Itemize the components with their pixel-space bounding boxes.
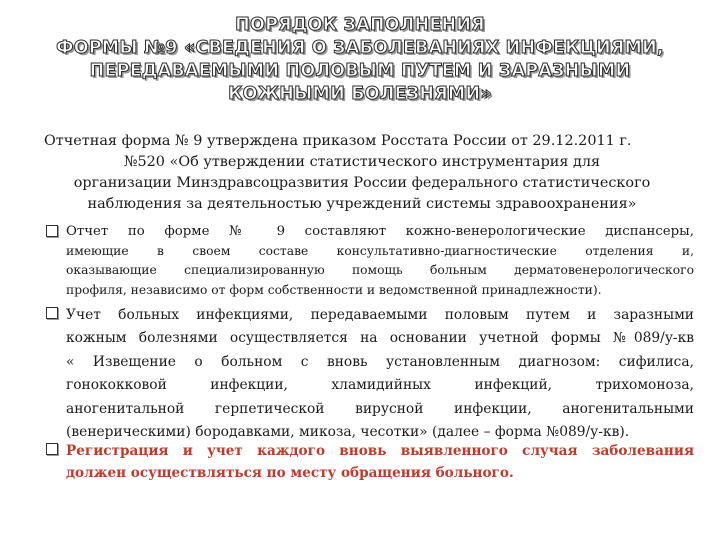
item-line: оказывающие специализированную помощь больным дерматовенерологического: [66, 263, 694, 278]
item-line: имеющие в своем составе консультативно-диагностические отделения и,: [66, 243, 694, 258]
title-line: ПОРЯДОК ЗАПОЛНЕНИЯ: [235, 15, 485, 35]
item-line: кожным болезнями осуществляется на основании учетной формы №089/у-кв: [66, 330, 694, 347]
intro-line: организации Минздравсоцразвития России федерального статистического: [73, 175, 651, 191]
slide-title: [20, 14, 700, 106]
item-line: профиля, независимо от форм собственности и ведомственной принадлежности).: [66, 282, 602, 297]
title-line: КОЖНЫМИ БОЛЕЗНЯМИ»: [228, 84, 492, 104]
square-bullet-icon: [46, 443, 58, 455]
item-line: Отчет по форме № 9 составляют кожно-венерологические диспансеры,: [66, 224, 694, 239]
item-line: гонококковой инфекции, хламидийных инфекций, трихомоноза,: [66, 377, 694, 394]
square-bullet-icon: [46, 307, 58, 319]
item-line: должен осуществляться по месту обращения больного.: [66, 465, 514, 481]
item-line: Учет больных инфекциями, передаваемыми половым путем и заразными: [66, 307, 694, 323]
item-line: Регистрация и учет каждого вновь выявленного случая заболевания: [66, 443, 694, 459]
intro-paragraph: [42, 131, 682, 215]
bullet-item-registration: [46, 440, 694, 484]
title-line: ФОРМЫ №9 «СВЕДЕНИЯ О ЗАБОЛЕВАНИЯХ ИНФЕКЦИЯМИ,: [56, 38, 664, 58]
item-line: « Извещение о больном с вновь установленным диагнозом: сифилиса,: [66, 353, 694, 370]
bullet-item-report-form: [46, 222, 694, 300]
intro-line: Отчетная форма № 9 утверждена приказом Росстата России от 29.12.2011 г.: [44, 133, 632, 149]
bullet-item-accounting: [46, 304, 694, 444]
intro-line: наблюдения за деятельностью учреждений системы здравоохранения»: [87, 196, 637, 212]
square-bullet-icon: [46, 225, 58, 237]
title-line: ПЕРЕДАВАЕМЫМИ ПОЛОВЫМ ПУТЕМ И ЗАРАЗНЫМИ: [89, 61, 631, 81]
intro-line: №520 «Об утверждении статистического инструментария для: [123, 154, 601, 170]
item-line: (венерическими) бородавками, микоза, чесотки» (далее – форма №089/у-кв).: [66, 424, 630, 441]
item-line: аногенитальной герпетической вирусной инфекции, аногенитальными: [66, 400, 694, 417]
